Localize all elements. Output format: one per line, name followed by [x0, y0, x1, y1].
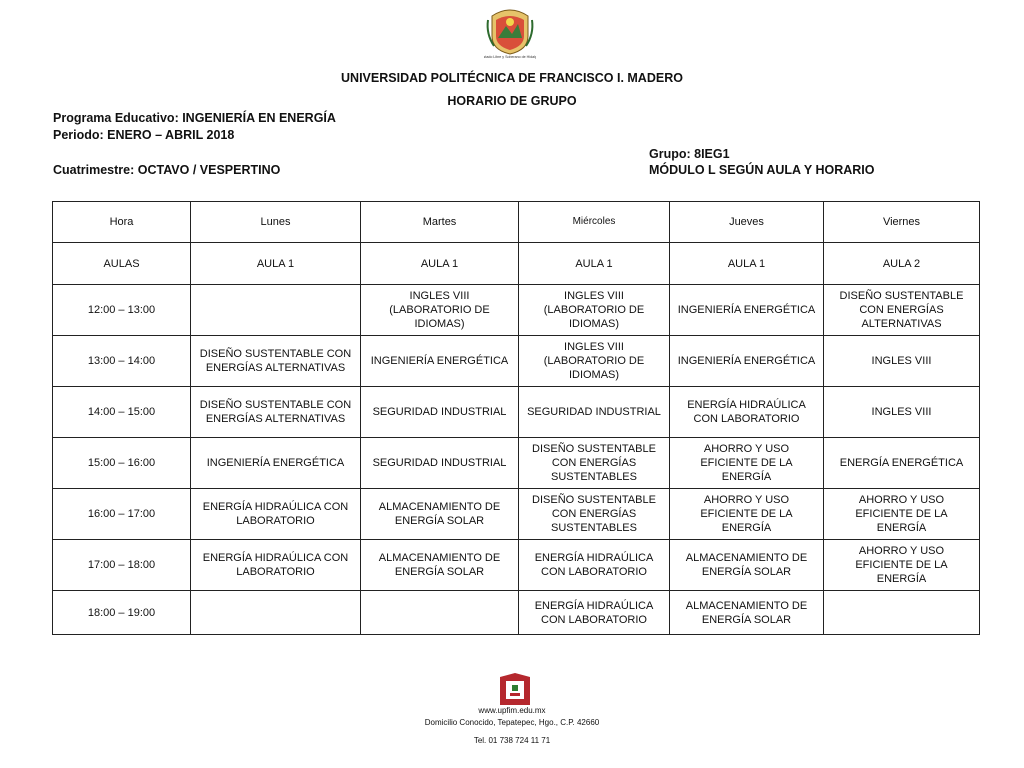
table-cell: 13:00 – 14:00: [53, 336, 191, 387]
column-header: Hora: [53, 202, 191, 243]
table-cell: ALMACENAMIENTO DE ENERGÍA SOLAR: [361, 489, 519, 540]
table-cell: ALMACENAMIENTO DE ENERGÍA SOLAR: [361, 540, 519, 591]
table-row: [53, 285, 980, 336]
table-row: [53, 336, 980, 387]
program-label: Programa Educativo: INGENIERÍA EN ENERGÍA: [53, 111, 336, 125]
footer-phone: Tel. 01 738 724 11 71: [473, 736, 551, 745]
university-logo-icon: [500, 673, 530, 705]
column-header: Jueves: [670, 202, 824, 243]
schedule-title: HORARIO DE GRUPO: [447, 94, 577, 108]
table-cell: SEGURIDAD INDUSTRIAL: [361, 387, 519, 438]
table-cell: AHORRO Y USO EFICIENTE DE LA ENERGÍA: [670, 438, 824, 489]
table-cell: 18:00 – 19:00: [53, 591, 191, 635]
table-cell: DISEÑO SUSTENTABLE CON ENERGÍAS ALTERNATIVAS: [824, 285, 980, 336]
table-cell: [191, 591, 361, 635]
term-label: Cuatrimestre: OCTAVO / VESPERTINO: [53, 163, 281, 177]
table-row: [53, 591, 980, 635]
table-cell: SEGURIDAD INDUSTRIAL: [361, 438, 519, 489]
footer-url: www.upfim.edu.mx: [478, 706, 546, 715]
table-cell: DISEÑO SUSTENTABLE CON ENERGÍAS SUSTENTABLES: [519, 489, 670, 540]
table-cell: 16:00 – 17:00: [53, 489, 191, 540]
schedule-table: [52, 201, 980, 635]
table-cell: AULA 2: [824, 243, 980, 285]
table-cell: DISEÑO SUSTENTABLE CON ENERGÍAS ALTERNATIVAS: [191, 387, 361, 438]
table-cell: ENERGÍA HIDRAÚLICA CON LABORATORIO: [191, 540, 361, 591]
table-cell: 14:00 – 15:00: [53, 387, 191, 438]
table-cell: ENERGÍA ENERGÉTICA: [824, 438, 980, 489]
table-cell: 15:00 – 16:00: [53, 438, 191, 489]
table-row: [53, 489, 980, 540]
table-cell: INGLES VIII: [824, 387, 980, 438]
table-cell: SEGURIDAD INDUSTRIAL: [519, 387, 670, 438]
table-cell: 12:00 – 13:00: [53, 285, 191, 336]
state-coat-of-arms-icon: [484, 6, 536, 62]
table-row: [53, 438, 980, 489]
table-cell: AULA 1: [191, 243, 361, 285]
table-cell: AULAS: [53, 243, 191, 285]
column-header: Viernes: [824, 202, 980, 243]
table-cell: INGENIERÍA ENERGÉTICA: [670, 336, 824, 387]
table-cell: INGLES VIII: [824, 336, 980, 387]
table-cell: AHORRO Y USO EFICIENTE DE LA ENERGÍA: [824, 489, 980, 540]
table-cell: ENERGÍA HIDRAÚLICA CON LABORATORIO: [519, 540, 670, 591]
svg-text:Estado Libre y Soberano de Hid: Estado Libre y Soberano de Hidalgo: [484, 55, 536, 59]
table-cell: AHORRO Y USO EFICIENTE DE LA ENERGÍA: [670, 489, 824, 540]
table-cell: [824, 591, 980, 635]
header-row: [53, 202, 980, 243]
footer-address: Domicilio Conocido, Tepatepec, Hgo., C.P. 42660: [424, 718, 600, 727]
table-cell: ENERGÍA HIDRAÚLICA CON LABORATORIO: [191, 489, 361, 540]
table-cell: [191, 285, 361, 336]
table-row: [53, 540, 980, 591]
table-cell: DISEÑO SUSTENTABLE CON ENERGÍAS ALTERNATIVAS: [191, 336, 361, 387]
table-cell: ENERGÍA HIDRAÚLICA CON LABORATORIO: [670, 387, 824, 438]
table-cell: INGENIERÍA ENERGÉTICA: [361, 336, 519, 387]
table-cell: AULA 1: [519, 243, 670, 285]
table-cell: INGLES VIII (LABORATORIO DE IDIOMAS): [361, 285, 519, 336]
table-cell: ALMACENAMIENTO DE ENERGÍA SOLAR: [670, 591, 824, 635]
table-cell: 17:00 – 18:00: [53, 540, 191, 591]
table-cell: [361, 591, 519, 635]
period-label: Periodo: ENERO – ABRIL 2018: [53, 128, 235, 142]
table-cell: ALMACENAMIENTO DE ENERGÍA SOLAR: [670, 540, 824, 591]
table-cell: INGENIERÍA ENERGÉTICA: [191, 438, 361, 489]
aulas-row: [53, 243, 980, 285]
table-cell: INGLES VIII (LABORATORIO DE IDIOMAS): [519, 285, 670, 336]
table-cell: INGLES VIII (LABORATORIO DE IDIOMAS): [519, 336, 670, 387]
table-cell: INGENIERÍA ENERGÉTICA: [670, 285, 824, 336]
column-header: Lunes: [191, 202, 361, 243]
group-label: Grupo: 8IEG1: [649, 147, 730, 161]
table-cell: ENERGÍA HIDRAÚLICA CON LABORATORIO: [519, 591, 670, 635]
table-cell: DISEÑO SUSTENTABLE CON ENERGÍAS SUSTENTABLES: [519, 438, 670, 489]
table-row: [53, 387, 980, 438]
table-cell: AULA 1: [670, 243, 824, 285]
module-label: MÓDULO L SEGÚN AULA Y HORARIO: [649, 163, 875, 177]
table-cell: AULA 1: [361, 243, 519, 285]
column-header: Miércoles: [519, 202, 670, 243]
university-title: UNIVERSIDAD POLITÉCNICA DE FRANCISCO I. MADERO: [341, 71, 683, 85]
column-header: Martes: [361, 202, 519, 243]
table-cell: AHORRO Y USO EFICIENTE DE LA ENERGÍA: [824, 540, 980, 591]
